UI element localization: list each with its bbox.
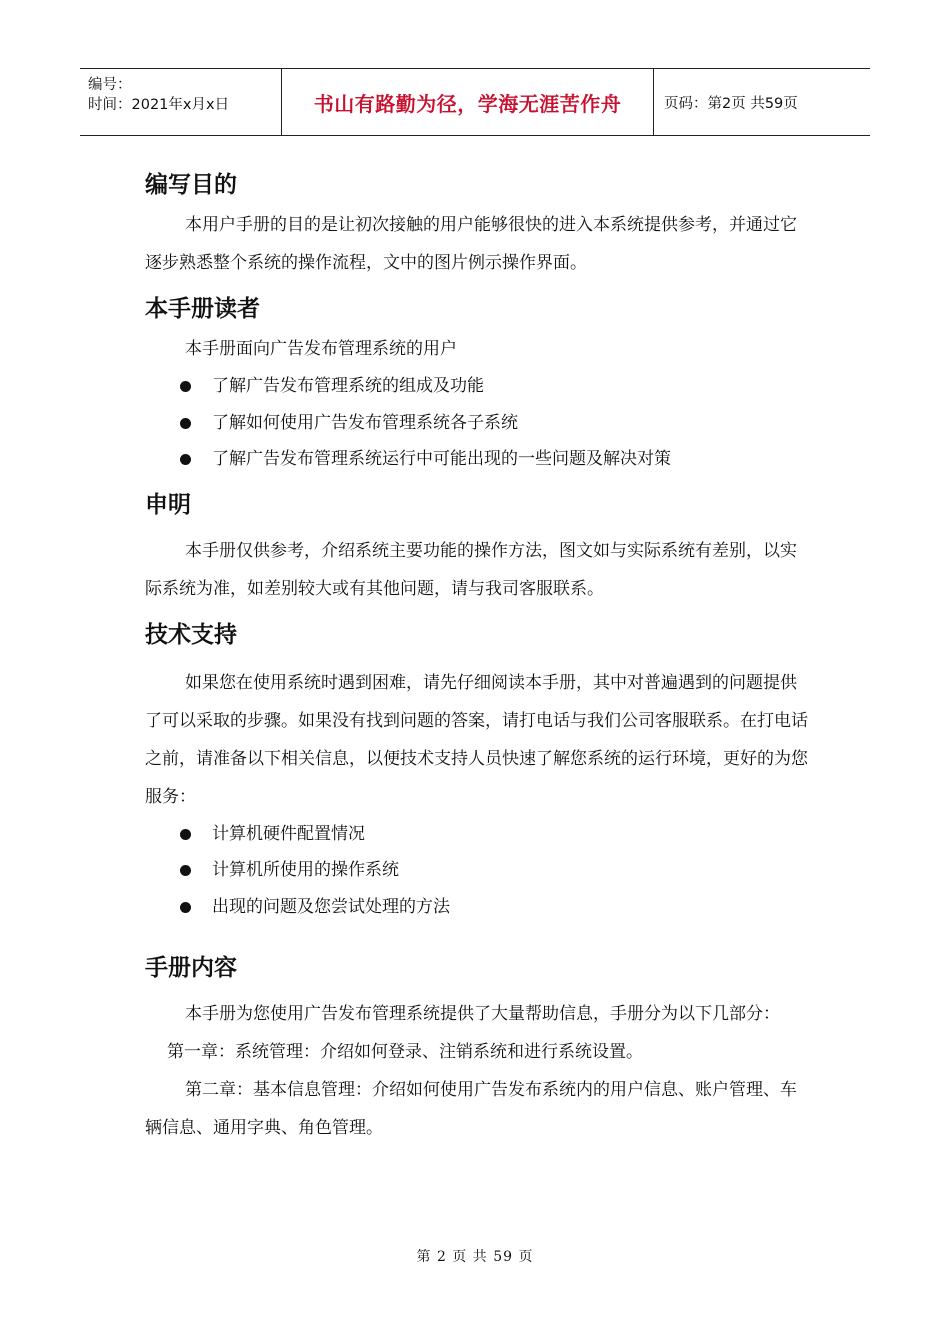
chapter-1: 第一章：系统管理：介绍如何登录、注销系统和进行系统设置。: [167, 1042, 643, 1062]
chapter-2: 第二章：基本信息管理：介绍如何使用广告发布系统内的用户信息、账户管理、车辆信息、通用字典、角色管理。: [145, 1080, 797, 1138]
support-list: [145, 816, 810, 926]
statement-paragraph: 本手册仅供参考，介绍系统主要功能的操作方法，图文如与实际系统有差别，以实际系统为准，如差别较大或有其他问题，请与我司客服联系。: [145, 540, 797, 599]
readers-intro: 本手册面向广告发布管理系统的用户: [185, 339, 457, 359]
section-title-contents: 手册内容: [145, 955, 237, 981]
time-label: 时间：2021年x月x日: [88, 97, 230, 113]
list-item: 了解广告发布管理系统的组成及功能: [145, 368, 810, 405]
list-item: 出现的问题及您尝试处理的方法: [145, 889, 810, 926]
section-title-purpose: 编写目的: [145, 172, 237, 198]
support-paragraph: 如果您在使用系统时遇到困难，请先仔细阅读本手册，其中对普遍遇到的问题提供了可以采取的步骤。如果没有找到问题的答案，请打电话与我们公司客服联系。在打电话之前，请准备以下相关信息，以便技术支持人员快速了解您系统的运行环境，更好的为您服务：: [145, 672, 808, 807]
section-title-support: 技术支持: [145, 621, 237, 648]
list-item: 计算机所使用的操作系统: [145, 852, 810, 889]
number-label: 编号：: [88, 77, 132, 93]
document-body: [145, 164, 810, 1147]
bullet-icon: [180, 381, 191, 392]
list-item: 了解如何使用广告发布管理系统各子系统: [145, 405, 810, 442]
page-footer: 第 2 页 共 59 页: [416, 1249, 534, 1265]
header-page-info: 页码：第2页 共59页: [664, 95, 798, 112]
bullet-icon: [180, 902, 191, 913]
bullet-icon: [180, 454, 191, 465]
bullet-icon: [180, 829, 191, 840]
section-title-readers: 本手册读者: [145, 296, 260, 322]
list-item: 计算机硬件配置情况: [145, 816, 810, 853]
bullet-icon: [180, 418, 191, 429]
list-item: 了解广告发布管理系统运行中可能出现的一些问题及解决对策: [145, 441, 810, 478]
readers-list: [145, 368, 810, 478]
bullet-icon: [180, 865, 191, 876]
page-header: [80, 68, 870, 136]
header-meta: [80, 69, 282, 135]
section-title-statement: 申明: [145, 491, 191, 518]
purpose-paragraph: 本用户手册的目的是让初次接触的用户能够很快的进入本系统提供参考，并通过它逐步熟悉整个系统的操作流程，文中的图片例示操作界面。: [145, 215, 797, 273]
header-motto: 书山有路勤为径，学海无涯苦作舟: [282, 69, 654, 135]
contents-paragraph: 本手册为您使用广告发布管理系统提供了大量帮助信息，手册分为以下几部分：: [185, 1004, 780, 1024]
